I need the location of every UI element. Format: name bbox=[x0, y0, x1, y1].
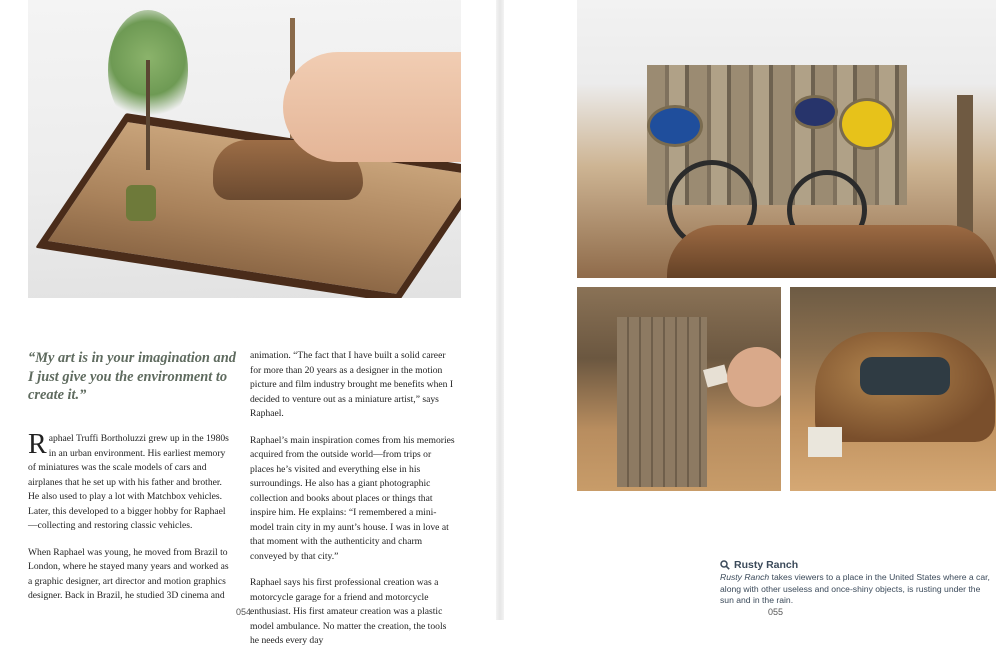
diorama-photo-fence bbox=[577, 0, 996, 278]
caption-body bbox=[720, 572, 992, 607]
drop-cap: R bbox=[28, 429, 47, 460]
caption-em: Rusty Ranch bbox=[720, 572, 770, 582]
paragraph-text: aphael Truffi Bortholuzzi grew up in the 1980s in an urban environment. His earliest memory of miniatures was the scale models of cars and airplanes that he set up with his father and brother. He also used to play a lot with Matchbox vehicles. Later, this developed to a bigger hobby for Raphael—collecting and restoring classic vehicles. bbox=[28, 433, 229, 531]
body-paragraph bbox=[28, 429, 233, 534]
page-number-left: 054 bbox=[236, 607, 252, 617]
body-paragraph: Raphael says his first professional creation was a motorcycle garage for a friend and motorcycle enthusiast. His first amateur creation was a plastic model ambulance. No matter the creation, the tools he needs every day bbox=[250, 577, 447, 646]
tree-trunk bbox=[146, 60, 150, 170]
caption-title bbox=[720, 559, 798, 571]
body-paragraph: animation. “The fact that I have built a solid career for more than 20 years as a designer in the motion picture and film industry brought me benefits when I decided to venture out as a miniature artist,” says Raphael. bbox=[250, 350, 454, 419]
sign-ford bbox=[792, 95, 838, 129]
diorama-photo-car bbox=[790, 287, 996, 491]
pull-quote: “My art is in your imagination and I just give you the environment to create it.” bbox=[28, 350, 236, 403]
diorama-photo-hand bbox=[28, 0, 461, 298]
page-number-right: 055 bbox=[768, 607, 784, 617]
text-column-2 bbox=[250, 349, 455, 661]
left-page bbox=[0, 0, 496, 646]
paper-tag bbox=[703, 364, 729, 387]
right-page bbox=[504, 0, 1000, 620]
diorama-photo-gate bbox=[577, 287, 781, 491]
finger bbox=[727, 347, 781, 407]
body-paragraph: When Raphael was young, he moved from Brazil to London, where he stayed many years and worked as a graphic designer, art director and motion graphics designer. Back in Brazil, he studied 3D cinema and bbox=[28, 546, 229, 601]
sign-mopar bbox=[647, 105, 703, 147]
car-windshield bbox=[860, 357, 950, 395]
magnifier-icon bbox=[720, 560, 730, 570]
cardboard-box bbox=[808, 427, 842, 457]
caption-title-text: Rusty Ranch bbox=[734, 559, 799, 571]
hand bbox=[283, 52, 461, 162]
wooden-gate bbox=[617, 317, 707, 487]
rusty-car-roof bbox=[667, 225, 996, 278]
caption-text: takes viewers to a place in the United States where a car, along with other useless and once-shiny objects, is rusting under the sun and in the rain. bbox=[720, 572, 990, 605]
text-column-1 bbox=[28, 429, 233, 616]
barrel bbox=[126, 185, 156, 221]
sign-shell bbox=[839, 98, 895, 150]
gutter bbox=[496, 0, 504, 620]
body-paragraph: Raphael’s main inspiration comes from his memories acquired from the outside world—from trips or places he’s visited and everything else in his surroundings. He also has a giant photographic collection and books about places or things that inspire him. He explains: “I remembered a mini-model train city in my aunt’s house. I was in love at that moment with the authenticity and charm conveyed by that city.” bbox=[250, 434, 455, 562]
fence-post bbox=[957, 95, 973, 245]
